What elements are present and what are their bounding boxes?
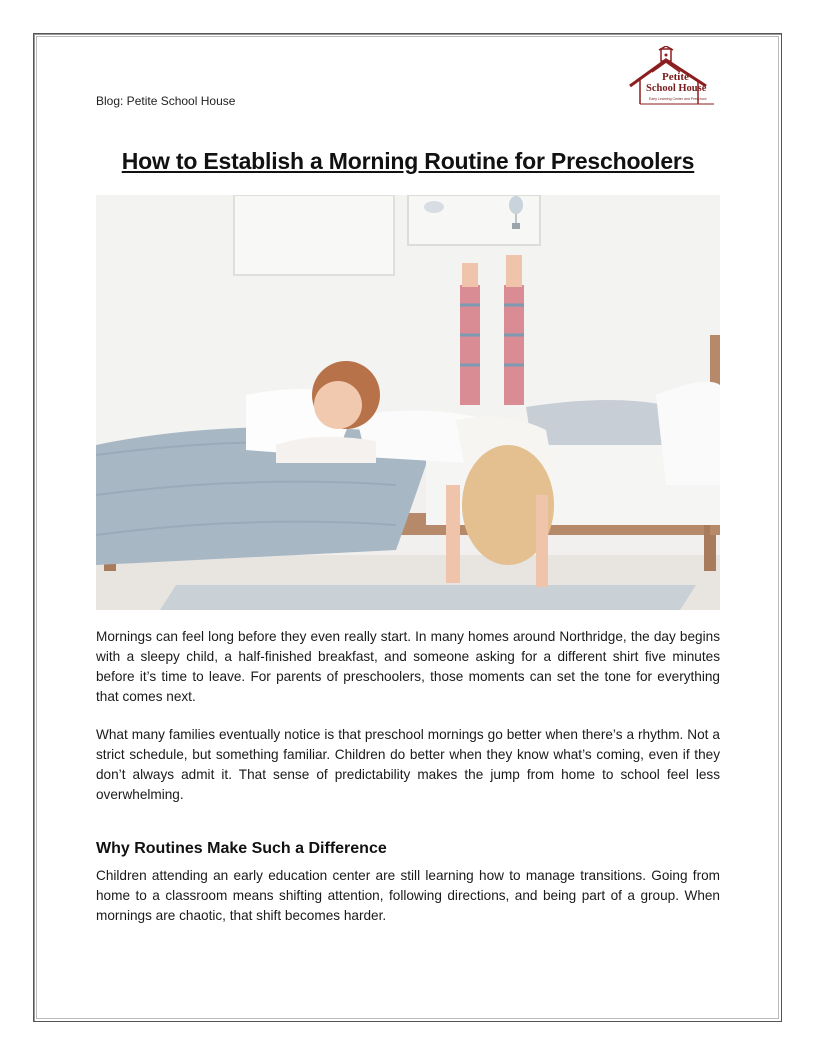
section-paragraph: Children attending an early education center are still learning how to manage transitions. Going from home to a classroom means shifting attention, following directions, and being part of a group. When mornings are chaotic, that shift becomes harder. <box>96 868 720 923</box>
blog-label: Blog: Petite School House <box>96 94 236 108</box>
article-paragraph-1: Mornings can feel long before they even really start. In many homes around Northridge, the day begins with a sleepy child, a half-finished breakfast, and someone asking for a different shirt five minutes before it’s time to leave. For parents of preschoolers, those moments can set the tone for everything that comes next. <box>96 629 720 704</box>
article-photo <box>96 195 720 610</box>
logo-name-line2: School House <box>646 83 707 94</box>
children-on-bed-illustration <box>96 195 720 610</box>
school-logo[interactable] <box>626 46 718 110</box>
article-title: How to Establish a Morning Routine for Preschoolers <box>121 148 695 174</box>
logo-tagline: Early Learning Center and Preschool <box>649 97 707 101</box>
article-paragraph-2: What many families eventually notice is that preschool mornings go better when there’s a rhythm. Not a strict schedule, but something familiar. Children do better when they know what’s coming, even if they don’t always admit it. That sense of predictability makes the jump from home to school feel less overwhelming. <box>96 727 720 802</box>
section-heading: Why Routines Make Such a Difference <box>96 840 387 857</box>
logo-name-line1: Petite <box>662 71 689 83</box>
